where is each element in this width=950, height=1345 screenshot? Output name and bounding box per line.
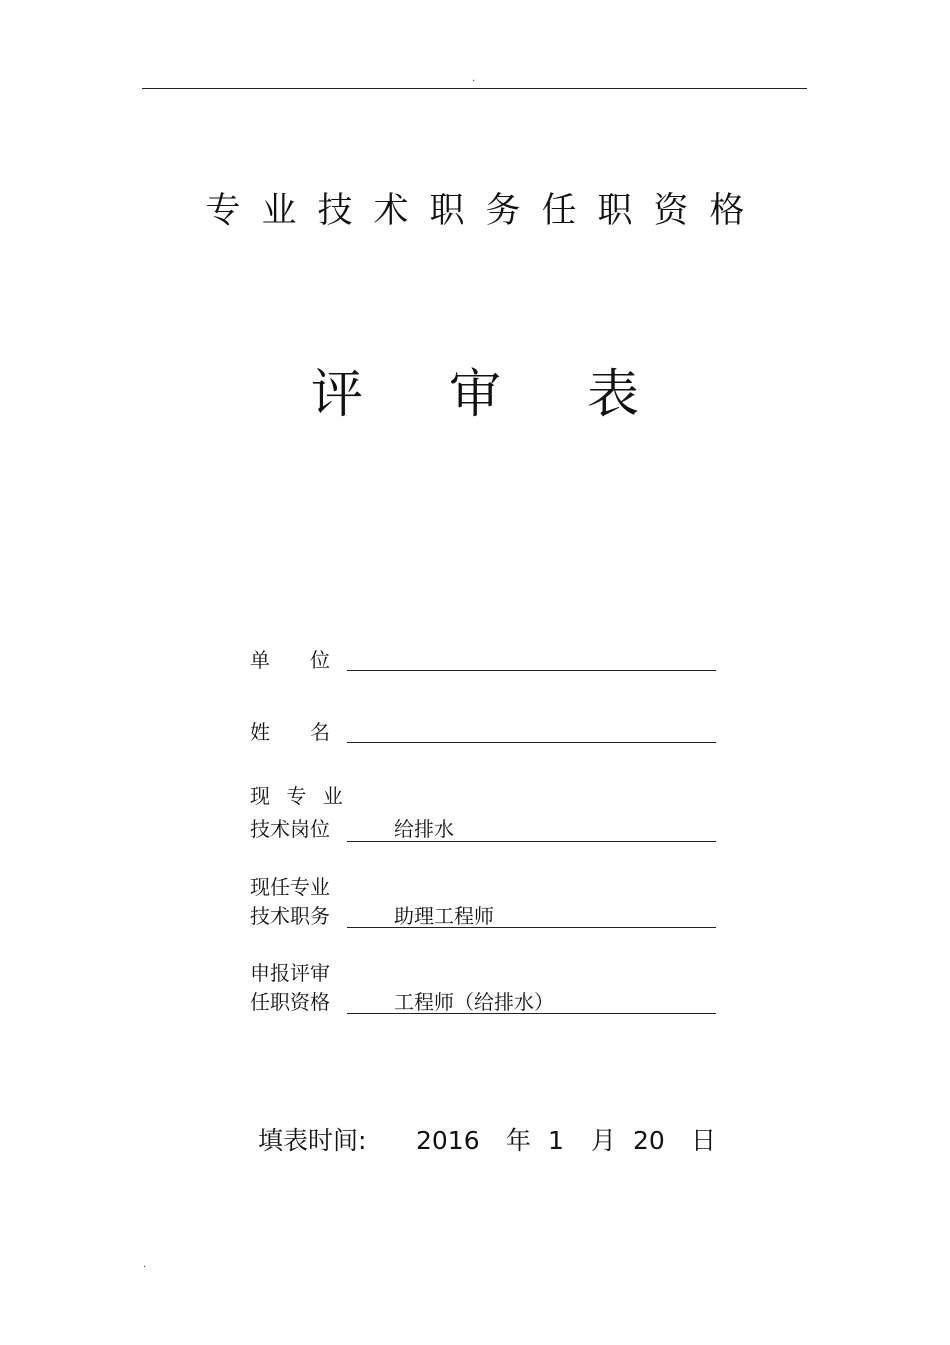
fill-date-month: 1: [548, 1126, 564, 1155]
current-title-field-line[interactable]: [347, 927, 716, 928]
unit-field-line[interactable]: [347, 670, 716, 671]
footer-mark: .: [143, 1259, 147, 1270]
fill-date-label: 填表时间:: [258, 1126, 367, 1155]
applied-title-value: 工程师（给排水）: [394, 990, 554, 1014]
applied-title-label-line1: 申报评审: [250, 961, 330, 985]
current-title-label-line2: 技术职务: [250, 904, 330, 928]
unit-label: 单 位: [250, 648, 330, 672]
header-mark: .: [472, 73, 476, 84]
applied-title-field-line[interactable]: [347, 1013, 716, 1014]
fill-date-year-unit: 年: [506, 1126, 532, 1155]
fill-date-year: 2016: [416, 1126, 480, 1155]
applied-title-label-line2: 任职资格: [250, 990, 330, 1014]
post-label-line1: 现 专 业: [250, 784, 348, 808]
name-field-line[interactable]: [347, 742, 716, 743]
fill-date-day: 20: [633, 1126, 665, 1155]
form-title-line2: 评审表: [310, 365, 725, 425]
form-title-line1: 专业技术职务任职资格: [205, 191, 766, 231]
fill-date-month-unit: 月: [591, 1126, 617, 1155]
post-field-line[interactable]: [347, 841, 716, 842]
current-title-label-line1: 现任专业: [250, 875, 330, 899]
name-label: 姓 名: [250, 720, 330, 744]
fill-date-day-unit: 日: [691, 1126, 717, 1155]
post-value: 给排水: [394, 817, 454, 841]
post-label-line2: 技术岗位: [250, 817, 330, 841]
header-rule: [142, 88, 807, 89]
current-title-value: 助理工程师: [394, 904, 494, 928]
